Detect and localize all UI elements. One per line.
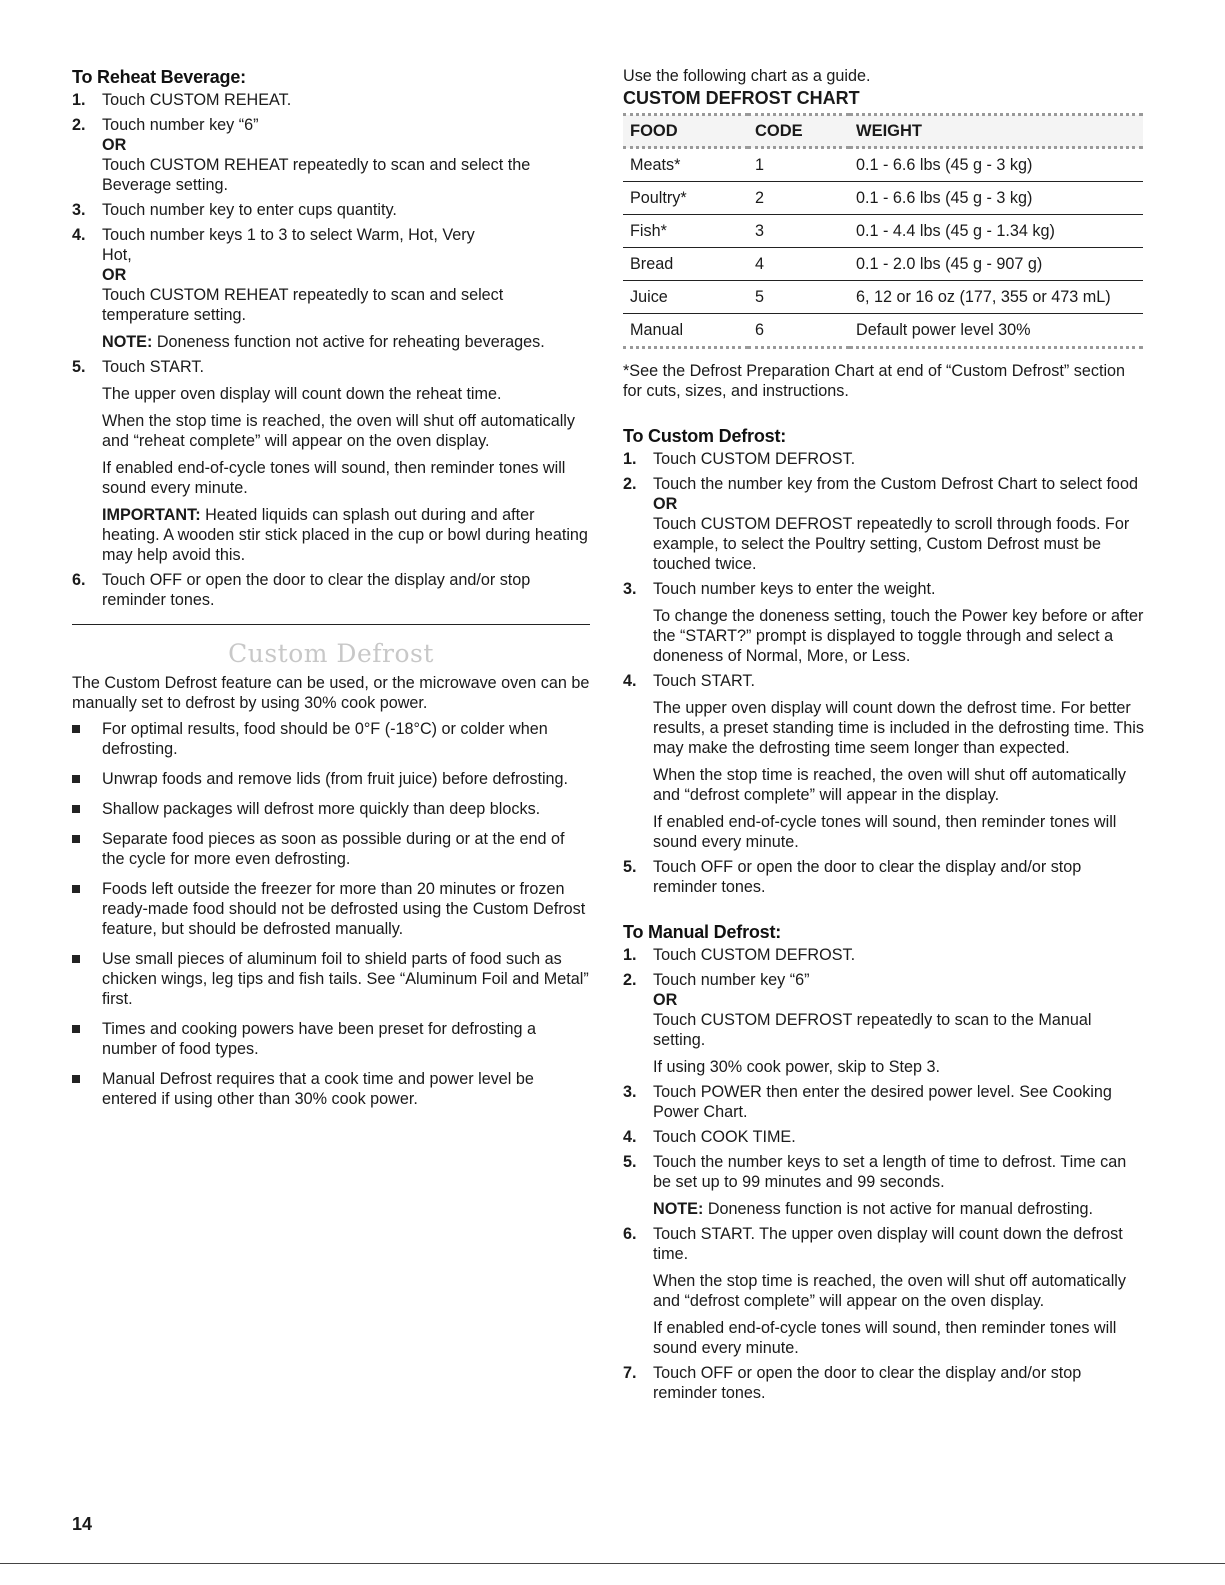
chart-footnote: *See the Defrost Preparation Chart at end of “Custom Defrost” section for cuts, sizes, and instructions. [623, 362, 1126, 400]
step [623, 970, 1147, 1077]
food-cell: Poultry* [623, 182, 748, 215]
code-cell: 6 [748, 314, 849, 348]
weight-cell: 0.1 - 6.6 lbs (45 g - 3 kg) [849, 148, 1143, 182]
section-divider [72, 624, 590, 625]
table-header-row [623, 115, 1143, 148]
step-paragraph: If using 30% cook power, skip to Step 3. [653, 1058, 941, 1076]
list-item [72, 879, 590, 939]
table-row [623, 314, 1143, 348]
step-text: Touch OFF or open the door to clear the display and/or stop reminder tones. [102, 571, 531, 609]
step-number: 2. [623, 971, 637, 989]
step [623, 1152, 1147, 1219]
list-item [72, 799, 590, 819]
step-text: Touch OFF or open the door to clear the display and/or stop reminder tones. [653, 1364, 1082, 1402]
bullet-icon [72, 805, 80, 813]
or-label: OR [102, 266, 127, 284]
bullet-icon [72, 775, 80, 783]
step-number: 3. [623, 1083, 637, 1101]
or-label: OR [102, 136, 127, 154]
bullet-icon [72, 885, 80, 893]
code-cell: 1 [748, 148, 849, 182]
step-text: Touch START. [653, 672, 755, 690]
code-cell: 4 [748, 248, 849, 281]
right-column [623, 66, 1147, 1408]
step-number: 4. [623, 1128, 637, 1146]
step-alternative: Touch CUSTOM REHEAT repeatedly to scan and select temperature setting. [102, 286, 504, 324]
defrost-chart-title: CUSTOM DEFROST CHART [623, 88, 860, 108]
bullet-text: For optimal results, food should be 0°F (-18°C) or colder when defrosting. [102, 720, 548, 758]
step-number: 6. [623, 1225, 637, 1243]
step-text: Touch COOK TIME. [653, 1128, 796, 1146]
chart-guide-text: Use the following chart as a guide. [623, 67, 871, 85]
step [623, 857, 1147, 897]
to-manual-defrost-title: To Manual Defrost: [623, 922, 782, 942]
bullet-icon [72, 955, 80, 963]
manual-defrost-steps [623, 945, 1147, 1403]
step-paragraph: The upper oven display will count down the reheat time. [102, 385, 502, 403]
code-cell: 3 [748, 215, 849, 248]
note [653, 1199, 1147, 1219]
weight-cell: Default power level 30% [849, 314, 1143, 348]
column-header: WEIGHT [849, 115, 1143, 148]
weight-cell: 6, 12 or 16 oz (177, 355 or 473 mL) [849, 281, 1143, 314]
table-row [623, 215, 1143, 248]
note-text: Doneness function is not active for manual defrosting. [703, 1200, 1093, 1218]
food-cell: Juice [623, 281, 748, 314]
step-number: 4. [623, 672, 637, 690]
food-cell: Manual [623, 314, 748, 348]
weight-cell: 0.1 - 6.6 lbs (45 g - 3 kg) [849, 182, 1143, 215]
step-number: 4. [72, 226, 86, 244]
table-row [623, 182, 1143, 215]
step-text: Touch number keys 1 to 3 to select Warm, Hot, Very Hot, [102, 226, 475, 264]
step-text: Touch POWER then enter the desired power level. See Cooking Power Chart. [653, 1083, 1112, 1121]
food-cell: Bread [623, 248, 748, 281]
important-text: Heated liquids can splash out during and after heating. A wooden stir stick placed in the cup or bowl during heating may help avoid this. [102, 506, 588, 564]
step [623, 474, 1147, 574]
bullet-icon [72, 1025, 80, 1033]
food-cell: Meats* [623, 148, 748, 182]
bullet-text: Use small pieces of aluminum foil to shield parts of food such as chicken wings, leg tips and fish tails. See “Aluminum Foil and Metal” first. [102, 950, 589, 1008]
step [623, 671, 1147, 852]
step-text: Touch the number key from the Custom Defrost Chart to select food [653, 475, 1138, 493]
column-header: CODE [748, 115, 849, 148]
note [102, 332, 590, 352]
step [72, 357, 590, 565]
to-custom-defrost-title: To Custom Defrost: [623, 426, 787, 446]
step [72, 200, 590, 220]
step [72, 115, 590, 195]
custom-defrost-table [623, 113, 1143, 349]
list-item [72, 829, 590, 869]
step-text: Touch START. The upper oven display will count down the defrost time. [653, 1225, 1123, 1263]
custom-defrost-intro: The Custom Defrost feature can be used, or the microwave oven can be manually set to defrost by using 30% cook power. [72, 674, 590, 712]
table-row [623, 281, 1143, 314]
reheat-steps [72, 90, 590, 610]
step-text: Touch number keys to enter the weight. [653, 580, 936, 598]
table-row [623, 248, 1143, 281]
important-note [102, 505, 590, 565]
bullet-text: Shallow packages will defrost more quickly than deep blocks. [102, 800, 541, 818]
step-text: Touch CUSTOM REHEAT. [102, 91, 292, 109]
step-paragraph: The upper oven display will count down the defrost time. For better results, a preset standing time is included in the defrosting time. This may make the defrosting time seem longer than expected. [653, 699, 1144, 757]
to-custom-defrost-section [623, 425, 1147, 897]
step [623, 945, 1147, 965]
page-bottom-rule [0, 1563, 1225, 1564]
custom-defrost-section [72, 639, 590, 1109]
step-alternative: Touch CUSTOM DEFROST repeatedly to scan to the Manual setting. [653, 1011, 1092, 1049]
step-number: 1. [623, 946, 637, 964]
step-text: Touch OFF or open the door to clear the display and/or stop reminder tones. [653, 858, 1082, 896]
step [623, 1224, 1147, 1358]
note-text: Doneness function not active for reheating beverages. [152, 333, 545, 351]
step-number: 3. [72, 201, 86, 219]
step [623, 579, 1147, 666]
weight-cell: 0.1 - 4.4 lbs (45 g - 1.34 kg) [849, 215, 1143, 248]
note-label: NOTE: [102, 333, 153, 351]
bullet-icon [72, 725, 80, 733]
step-number: 1. [623, 450, 637, 468]
step [72, 570, 590, 610]
reheat-beverage-title: To Reheat Beverage: [72, 67, 246, 87]
list-item [72, 719, 590, 759]
note-label: NOTE: [653, 1200, 704, 1218]
step-paragraph: If enabled end-of-cycle tones will sound, then reminder tones will sound every minute. [653, 1319, 1117, 1357]
table-row [623, 148, 1143, 182]
code-cell: 5 [748, 281, 849, 314]
step-text: Touch number key “6” [102, 116, 259, 134]
step [623, 1127, 1147, 1147]
step-number: 5. [623, 858, 637, 876]
step [72, 90, 590, 110]
step-paragraph: To change the doneness setting, touch the Power key before or after the “START?” prompt is displayed to toggle through and select a doneness of Normal, More, or Less. [653, 607, 1144, 665]
step-number: 5. [623, 1153, 637, 1171]
bullet-icon [72, 835, 80, 843]
list-item [72, 769, 590, 789]
step [623, 1082, 1147, 1122]
bullet-text: Manual Defrost requires that a cook time and power level be entered if using other than 30% cook power. [102, 1070, 534, 1108]
step-number: 5. [72, 358, 86, 376]
step-text: Touch CUSTOM DEFROST. [653, 946, 856, 964]
custom-defrost-steps [623, 449, 1147, 897]
step-number: 1. [72, 91, 86, 109]
step-number: 2. [72, 116, 86, 134]
bullet-text: Unwrap foods and remove lids (from fruit juice) before defrosting. [102, 770, 569, 788]
list-item [72, 949, 590, 1009]
list-item [72, 1019, 590, 1059]
step-paragraph: If enabled end-of-cycle tones will sound, then reminder tones will sound every minute. [102, 459, 566, 497]
to-manual-defrost-section [623, 921, 1147, 1403]
custom-defrost-heading: Custom Defrost [228, 639, 434, 668]
step-alternative: Touch CUSTOM DEFROST repeatedly to scroll through foods. For example, to select the Poultry setting, Custom Defrost must be touched twice. [653, 515, 1130, 573]
step [623, 449, 1147, 469]
list-item [72, 1069, 590, 1109]
step-paragraph: If enabled end-of-cycle tones will sound, then reminder tones will sound every minute. [653, 813, 1117, 851]
or-label: OR [653, 991, 678, 1009]
step-text: Touch START. [102, 358, 204, 376]
step [623, 1363, 1147, 1403]
or-label: OR [653, 495, 678, 513]
step-paragraph: When the stop time is reached, the oven will shut off automatically and “reheat complete” will appear on the oven display. [102, 412, 575, 450]
bullet-text: Foods left outside the freezer for more than 20 minutes or frozen ready-made food should not be defrosted using the Custom Defrost feature, but should be defrosted manually. [102, 880, 586, 938]
important-label: IMPORTANT: [102, 506, 201, 524]
left-column [72, 66, 590, 1119]
step-alternative: Touch CUSTOM REHEAT repeatedly to scan and select the Beverage setting. [102, 156, 531, 194]
step-text: Touch number key to enter cups quantity. [102, 201, 397, 219]
column-header: FOOD [623, 115, 748, 148]
step-number: 3. [623, 580, 637, 598]
weight-cell: 0.1 - 2.0 lbs (45 g - 907 g) [849, 248, 1143, 281]
step-paragraph: When the stop time is reached, the oven will shut off automatically and “defrost complete” will appear on the oven display. [653, 1272, 1126, 1310]
step-text: Touch number key “6” [653, 971, 810, 989]
step [72, 225, 590, 352]
reheat-beverage-section [72, 66, 590, 610]
step-text: Touch the number keys to set a length of time to defrost. Time can be set up to 99 minutes and 99 seconds. [653, 1153, 1127, 1191]
defrost-tips-list [72, 719, 590, 1109]
step-number: 6. [72, 571, 86, 589]
bullet-icon [72, 1075, 80, 1083]
step-text: Touch CUSTOM DEFROST. [653, 450, 856, 468]
bullet-text: Times and cooking powers have been preset for defrosting a number of food types. [102, 1020, 537, 1058]
food-cell: Fish* [623, 215, 748, 248]
bullet-text: Separate food pieces as soon as possible during or at the end of the cycle for more even defrosting. [102, 830, 565, 868]
step-number: 2. [623, 475, 637, 493]
page-number: 14 [72, 1514, 93, 1534]
step-paragraph: When the stop time is reached, the oven will shut off automatically and “defrost complete” will appear in the display. [653, 766, 1126, 804]
code-cell: 2 [748, 182, 849, 215]
step-number: 7. [623, 1364, 637, 1382]
